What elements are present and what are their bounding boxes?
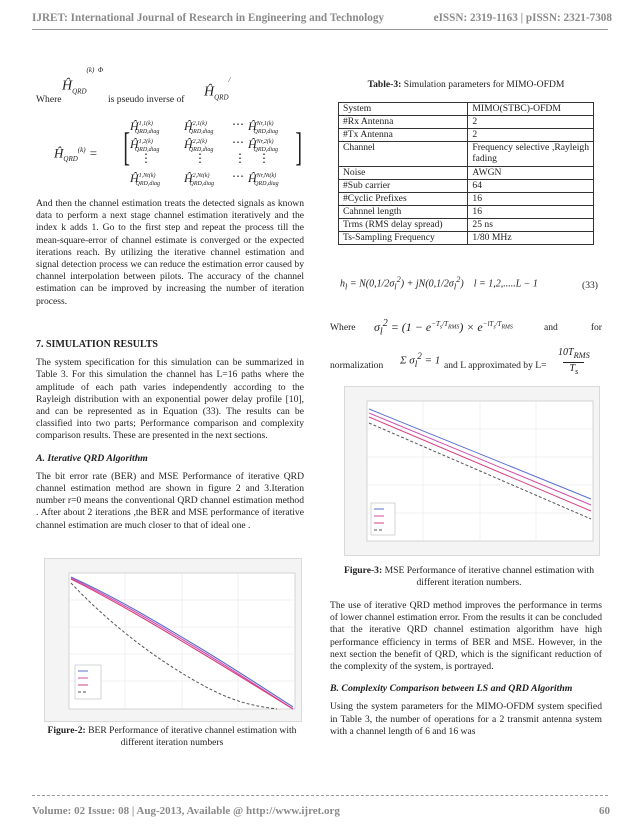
paragraph-ber-mse: The bit error rate (BER) and MSE Performance of iterative QRD channel estimation method are shown in figure 2 and 3.Iteration number r=0 means the conventional QRD channel estimation method . After about 2 iterations ,the BER and MSE performance of iterative channel estimation are much closer to that of ideal one .: [36, 470, 304, 531]
left-text-1: [36, 198, 304, 308]
paragraph-simulation: The system specification for this simulation can be summarized in Table 3. For this simulation the channel has L=16 paths where the amplitude of each path varies independently according to the Rayleigh distribution with an exponential power delay profile [10], and can be represented as in Equation (33). The results can be classified into two parts; Performance comparison and complexity comparison results. These are presented in the next sections.: [36, 357, 304, 442]
h-qrd-symbol: $Ĥ_{QRD}^{(k) \Phi}$: [62, 66, 104, 96]
param-name: Ts-Sampling Frequency: [339, 232, 468, 245]
figure-2-label: Figure-2:: [47, 725, 86, 736]
normalization-label: normalization: [330, 360, 384, 371]
table-row: [339, 167, 594, 180]
normalization-line: [330, 346, 602, 380]
right-text-1: [330, 600, 602, 738]
footer-info: Volume: 02 Issue: 08 | Aug-2013, Available @ http://www.ijret.org: [32, 805, 340, 817]
table-3-title: [330, 79, 602, 91]
table-3-label: Table-3:: [367, 79, 402, 90]
table-row: [339, 103, 594, 116]
figure-2-caption-text: BER Performance of iterative channel estimation with different iteration numbers: [88, 725, 297, 748]
section-heading-7: 7. SIMULATION RESULTS: [36, 339, 158, 350]
param-value: 16: [468, 206, 594, 219]
page-number: 60: [599, 805, 610, 817]
equation-33-formula: $h_l = N(0,1/2\sigma_l^2) + jN(0,1/2\sigma_l^2)$ l = 1,2,.....L − 1: [340, 275, 538, 292]
page-header: [32, 12, 612, 24]
footer-rule: [32, 795, 608, 796]
left-text-2: [36, 339, 304, 532]
table-row: [339, 116, 594, 129]
equation-33: [330, 272, 602, 296]
h-matrix: $Ĥ_{QRD}^{(k)}$ = [ $Ĥ^{1,1(k)}_{QRD,diag}$ $Ĥ^{2,1(k)}_{QRD,diag}$ ⋯ $Ĥ^{Nr,1(k)}_{QRD,diag}$ $Ĥ^{1,2(k)}_{QRD,diag}$ $Ĥ^{2,2(k)}_{QRD,diag}$ ⋯ $Ĥ^{Nr,2(k)}_{QRD,diag}$ ⋮ ⋮ ⋮ ⋮ $Ĥ^{1,Nt(k)}_{QRD,diag}$ $Ĥ^{2,Nt(k)}_{QRD,diag}$ ⋯ $Ĥ^{Nr,Nt(k)}_{QRD,diag}$ ]: [54, 117, 302, 188]
param-value: 2: [468, 116, 594, 129]
table-row: [339, 142, 594, 167]
param-value: MIMO(STBC)-OFDM: [468, 103, 594, 116]
h-qrd-prime-symbol: $Ĥ_{QRD}^/$: [204, 76, 231, 102]
table-row: [339, 219, 594, 232]
figure-2-caption: [38, 725, 306, 749]
table-3-title-text: Simulation parameters for MIMO-OFDM: [403, 79, 565, 90]
param-value: 25 ns: [468, 219, 594, 232]
paragraph-iterative: And then the channel estimation treats the detected signals as known data to perform a next stage channel estimation iteratively and the index k adds 1. Go to the first step and repeat the process till the mean-square-error of channel estimate is converged or the expected iterations reach. By utilizing the iterative channel estimation and signal detection process we can reduce the estimation error caused by channel interpolation between pilots. The accuracy of the channel estimation can be improved by increasing the number of iteration process.: [36, 198, 304, 307]
left-equation-block: [36, 66, 304, 188]
sigma-definition: [330, 312, 602, 346]
param-name: Trms (RMS delay spread): [339, 219, 468, 232]
param-value: 1/80 MHz: [468, 232, 594, 245]
figure-2-ber-plot: [44, 558, 302, 722]
figure-2-svg: [45, 559, 301, 721]
param-name: System: [339, 103, 468, 116]
pseudo-inverse-text: is pseudo inverse of: [108, 94, 185, 105]
table-row: [339, 180, 594, 193]
param-value: 16: [468, 193, 594, 206]
and-label: and: [544, 322, 558, 333]
param-name: Channel: [339, 142, 468, 167]
normalization-formula: Σ $\sigma_l^2 = 1$: [400, 351, 441, 369]
equation-33-number: (33): [582, 280, 598, 291]
param-name: Cahnnel length: [339, 206, 468, 219]
paragraph-iterative-qrd: The use of iterative QRD method improves the performance in terms of lower channel estimation error. From the results it can be concluded that the iterative QRD channel estimation algorithm have high performance efficiency in terms of BER and MSE. However, in the next section the benefit of QRD, which is the significant reduction of the complexity of the system, is portrayed.: [330, 600, 602, 673]
subsection-heading-a: A. Iterative QRD Algorithm: [36, 452, 148, 464]
table-row: [339, 206, 594, 219]
for-label: for: [590, 322, 602, 333]
param-name: Noise: [339, 167, 468, 180]
param-name: #Sub carrier: [339, 180, 468, 193]
where-label: Where: [36, 94, 62, 105]
header-rule: [32, 29, 608, 30]
page-footer: [32, 805, 610, 817]
table-row: [339, 129, 594, 142]
figure-3-caption-text: MSE Performance of iterative channel estimation with different iteration numbers.: [384, 565, 594, 588]
param-value: 64: [468, 180, 594, 193]
table-row: [339, 232, 594, 245]
issn-text: eISSN: 2319-1163 | pISSN: 2321-7308: [433, 12, 612, 24]
param-value: 2: [468, 129, 594, 142]
journal-title: IJRET: International Journal of Research in Engineering and Technology: [32, 12, 385, 24]
figure-3-caption: [336, 565, 602, 589]
figure-3-label: Figure-3:: [343, 565, 383, 576]
param-value: Frequency selective ,Rayleigh fading: [468, 142, 594, 167]
subsection-heading-b: B. Complexity Comparison between LS and QRD Algorithm: [330, 683, 573, 695]
table-row: [339, 193, 594, 206]
figure-3-svg: [345, 387, 599, 555]
param-name: #Rx Antenna: [339, 116, 468, 129]
figure-3-mse-plot: [344, 386, 600, 556]
param-name: #Cyclic Prefixes: [339, 193, 468, 206]
param-name: #Tx Antenna: [339, 129, 468, 142]
l-approx-formula: $10T_{RMS}$ $T_s$: [558, 347, 590, 376]
where-label-right: Where: [330, 322, 356, 333]
l-approx-text: and L approximated by L=: [444, 360, 547, 371]
paragraph-complexity: Using the system parameters for the MIMO-OFDM system specified in Table 3, the number of operations for a 2 transmit antenna system with a channel length of 6 and 16 was: [330, 701, 602, 737]
sigma-formula: $\sigma_l^2 = (1 - e^{-T_s/T_{RMS}}) \times e^{-lT_s/T_{RMS}}$: [374, 318, 513, 338]
param-value: AWGN: [468, 167, 594, 180]
simulation-params-table: [338, 102, 594, 245]
